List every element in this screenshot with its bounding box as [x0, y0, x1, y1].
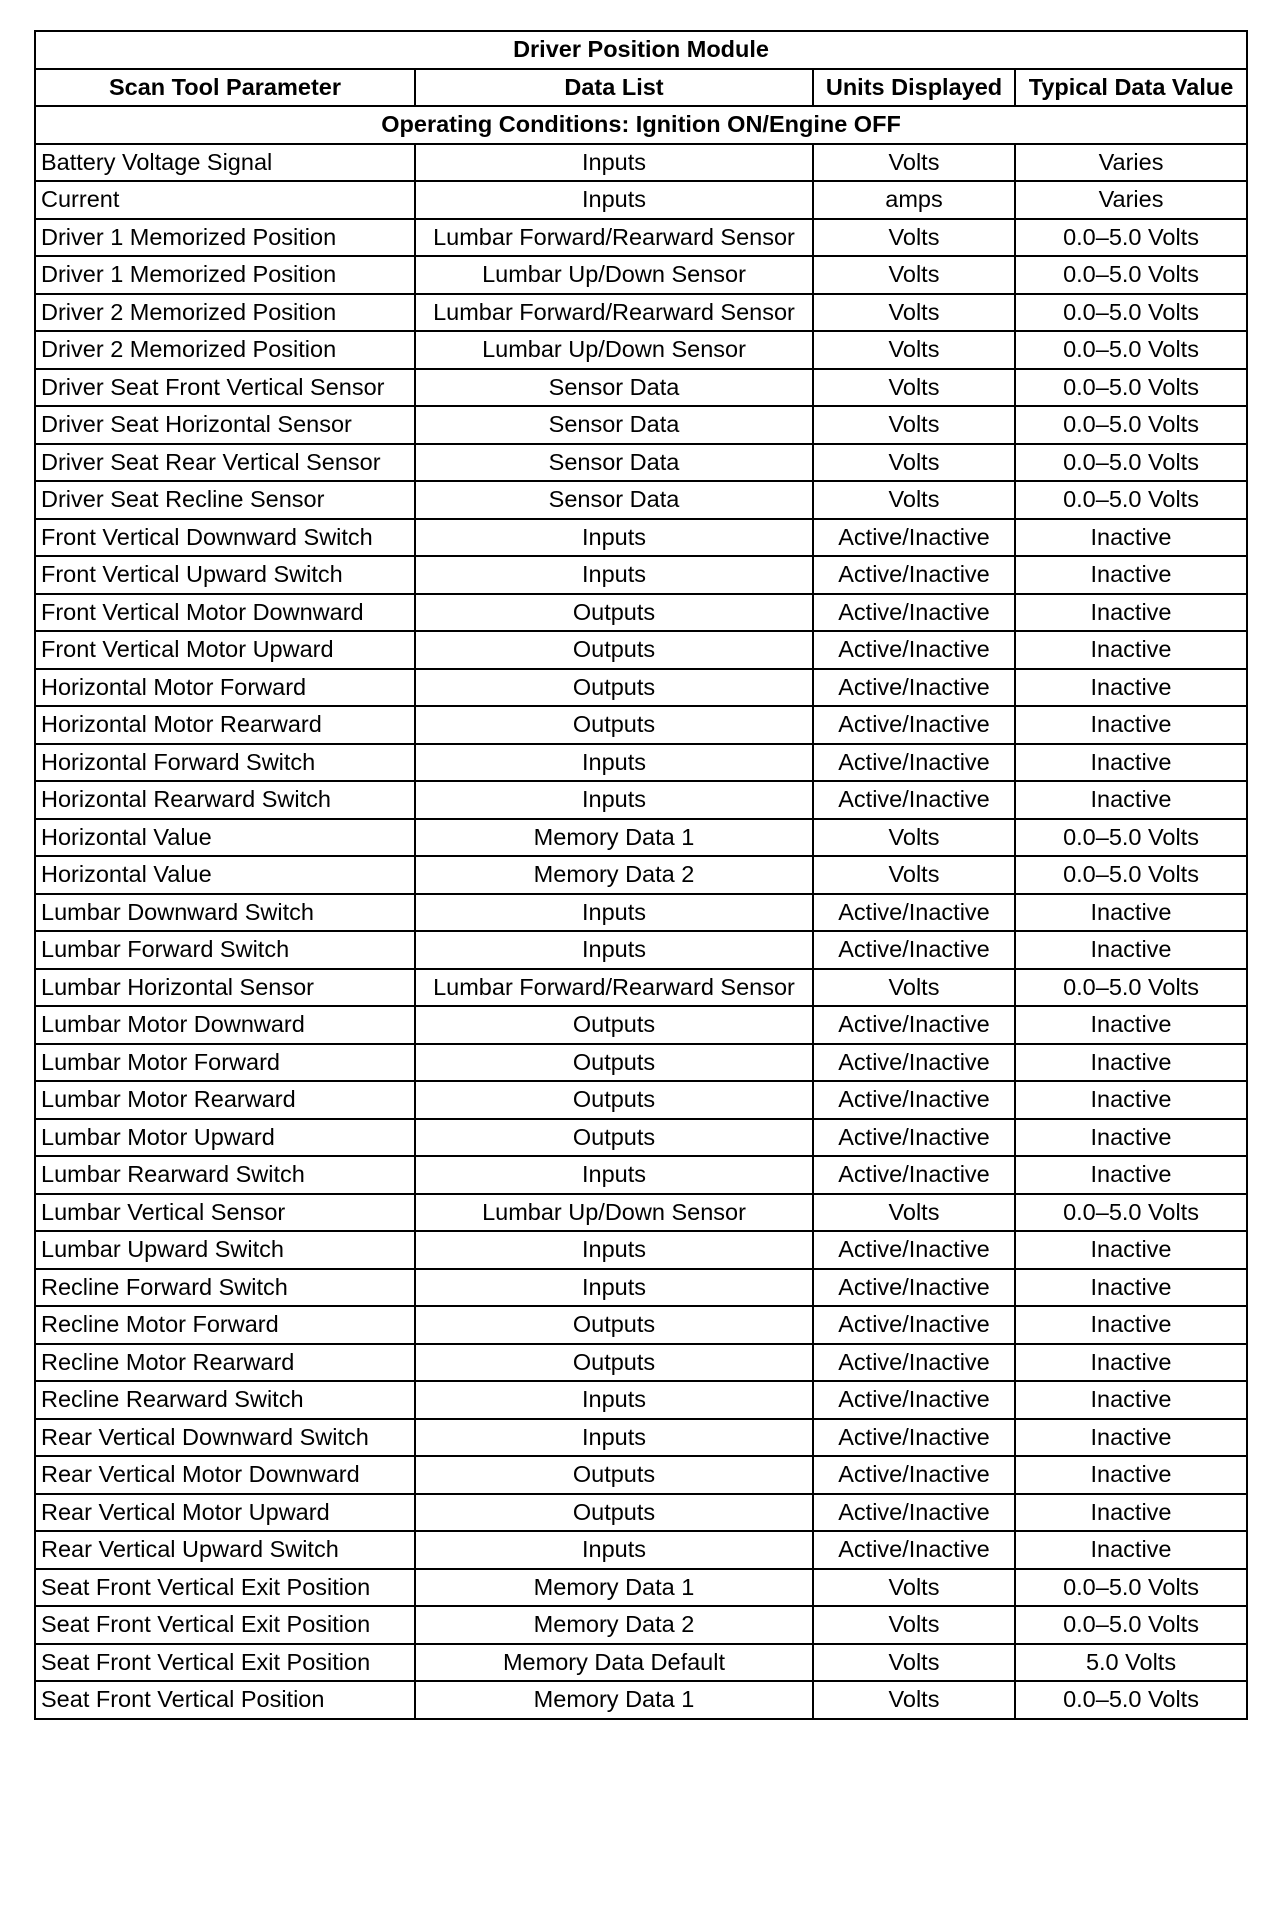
table-row [35, 856, 1247, 894]
units-cell: Active/Inactive [813, 1081, 1015, 1119]
units-cell: Volts [813, 1644, 1015, 1682]
table-row [35, 706, 1247, 744]
table-row [35, 406, 1247, 444]
parameter-cell: Lumbar Downward Switch [35, 894, 415, 932]
typical-value-cell: 0.0–5.0 Volts [1015, 331, 1247, 369]
header-typical-data-value: Typical Data Value [1015, 69, 1247, 107]
units-cell: Active/Inactive [813, 931, 1015, 969]
units-cell: Active/Inactive [813, 1381, 1015, 1419]
units-cell: Volts [813, 331, 1015, 369]
parameter-cell: Seat Front Vertical Exit Position [35, 1606, 415, 1644]
data-list-cell: Outputs [415, 631, 813, 669]
table-row [35, 481, 1247, 519]
typical-value-cell: Inactive [1015, 519, 1247, 557]
table-row [35, 1494, 1247, 1532]
units-cell: Volts [813, 144, 1015, 182]
typical-value-cell: 0.0–5.0 Volts [1015, 969, 1247, 1007]
typical-value-cell: 0.0–5.0 Volts [1015, 481, 1247, 519]
table-row [35, 519, 1247, 557]
data-list-cell: Inputs [415, 1269, 813, 1307]
data-list-cell: Inputs [415, 181, 813, 219]
data-list-cell: Inputs [415, 1419, 813, 1457]
typical-value-cell: 0.0–5.0 Volts [1015, 294, 1247, 332]
typical-value-cell: Inactive [1015, 1419, 1247, 1457]
units-cell: Active/Inactive [813, 1419, 1015, 1457]
table-row [35, 369, 1247, 407]
parameter-cell: Horizontal Forward Switch [35, 744, 415, 782]
data-list-cell: Outputs [415, 1081, 813, 1119]
table-row [35, 931, 1247, 969]
table-row [35, 894, 1247, 932]
table-row [35, 669, 1247, 707]
data-list-cell: Outputs [415, 706, 813, 744]
units-cell: Active/Inactive [813, 631, 1015, 669]
table-row [35, 1344, 1247, 1382]
table-row [35, 444, 1247, 482]
table-row [35, 1381, 1247, 1419]
units-cell: Active/Inactive [813, 1269, 1015, 1307]
typical-value-cell: 5.0 Volts [1015, 1644, 1247, 1682]
data-list-cell: Inputs [415, 556, 813, 594]
typical-value-cell: Inactive [1015, 706, 1247, 744]
units-cell: Volts [813, 219, 1015, 257]
parameter-cell: Lumbar Motor Forward [35, 1044, 415, 1082]
typical-value-cell: 0.0–5.0 Volts [1015, 819, 1247, 857]
table-row [35, 181, 1247, 219]
units-cell: Active/Inactive [813, 519, 1015, 557]
parameter-cell: Driver Seat Front Vertical Sensor [35, 369, 415, 407]
parameter-cell: Rear Vertical Upward Switch [35, 1531, 415, 1569]
units-cell: Volts [813, 256, 1015, 294]
typical-value-cell: Inactive [1015, 1156, 1247, 1194]
data-list-cell: Memory Data 1 [415, 1681, 813, 1719]
table-row [35, 631, 1247, 669]
parameter-cell: Recline Motor Forward [35, 1306, 415, 1344]
data-list-cell: Inputs [415, 894, 813, 932]
data-list-cell: Sensor Data [415, 369, 813, 407]
units-cell: Active/Inactive [813, 669, 1015, 707]
units-cell: Volts [813, 444, 1015, 482]
units-cell: Active/Inactive [813, 1344, 1015, 1382]
units-cell: Volts [813, 819, 1015, 857]
units-cell: Volts [813, 369, 1015, 407]
table-row [35, 1081, 1247, 1119]
driver-position-module-table [34, 30, 1248, 1720]
table-row [35, 1419, 1247, 1457]
header-row [35, 69, 1247, 107]
header-scan-tool-parameter: Scan Tool Parameter [35, 69, 415, 107]
typical-value-cell: Inactive [1015, 1306, 1247, 1344]
table-row [35, 1194, 1247, 1232]
units-cell: Volts [813, 1194, 1015, 1232]
table-title: Driver Position Module [35, 31, 1247, 69]
table-row [35, 969, 1247, 1007]
data-list-cell: Outputs [415, 1044, 813, 1082]
table-row [35, 1006, 1247, 1044]
table-row [35, 594, 1247, 632]
table-row [35, 1269, 1247, 1307]
typical-value-cell: Inactive [1015, 1494, 1247, 1532]
data-list-cell: Memory Data 2 [415, 856, 813, 894]
table-row [35, 219, 1247, 257]
typical-value-cell: Inactive [1015, 1456, 1247, 1494]
data-list-cell: Outputs [415, 1494, 813, 1532]
data-list-cell: Memory Data Default [415, 1644, 813, 1682]
units-cell: Volts [813, 1681, 1015, 1719]
parameter-cell: Front Vertical Upward Switch [35, 556, 415, 594]
table-row [35, 1156, 1247, 1194]
table-row [35, 1681, 1247, 1719]
units-cell: Active/Inactive [813, 706, 1015, 744]
data-list-cell: Outputs [415, 1119, 813, 1157]
data-list-cell: Memory Data 2 [415, 1606, 813, 1644]
units-cell: Volts [813, 294, 1015, 332]
units-cell: Active/Inactive [813, 894, 1015, 932]
units-cell: Active/Inactive [813, 744, 1015, 782]
data-list-cell: Outputs [415, 1344, 813, 1382]
parameter-cell: Recline Rearward Switch [35, 1381, 415, 1419]
parameter-cell: Rear Vertical Motor Upward [35, 1494, 415, 1532]
typical-value-cell: Inactive [1015, 1081, 1247, 1119]
parameter-cell: Driver 2 Memorized Position [35, 294, 415, 332]
units-cell: Volts [813, 969, 1015, 1007]
units-cell: Active/Inactive [813, 1456, 1015, 1494]
data-list-cell: Inputs [415, 519, 813, 557]
typical-value-cell: 0.0–5.0 Volts [1015, 406, 1247, 444]
units-cell: Volts [813, 1606, 1015, 1644]
parameter-cell: Battery Voltage Signal [35, 144, 415, 182]
parameter-cell: Front Vertical Motor Downward [35, 594, 415, 632]
table-row [35, 744, 1247, 782]
header-units-displayed: Units Displayed [813, 69, 1015, 107]
data-list-cell: Inputs [415, 1531, 813, 1569]
typical-value-cell: 0.0–5.0 Volts [1015, 1194, 1247, 1232]
typical-value-cell: 0.0–5.0 Volts [1015, 444, 1247, 482]
parameter-cell: Horizontal Value [35, 819, 415, 857]
table-row [35, 256, 1247, 294]
typical-value-cell: Inactive [1015, 894, 1247, 932]
parameter-cell: Rear Vertical Motor Downward [35, 1456, 415, 1494]
typical-value-cell: Inactive [1015, 1044, 1247, 1082]
table-row [35, 1606, 1247, 1644]
units-cell: Active/Inactive [813, 1531, 1015, 1569]
units-cell: Volts [813, 481, 1015, 519]
typical-value-cell: 0.0–5.0 Volts [1015, 856, 1247, 894]
typical-value-cell: 0.0–5.0 Volts [1015, 369, 1247, 407]
table-row [35, 1044, 1247, 1082]
parameter-cell: Driver Seat Rear Vertical Sensor [35, 444, 415, 482]
typical-value-cell: 0.0–5.0 Volts [1015, 1569, 1247, 1607]
units-cell: Active/Inactive [813, 1156, 1015, 1194]
typical-value-cell: Inactive [1015, 1269, 1247, 1307]
units-cell: Active/Inactive [813, 556, 1015, 594]
data-list-cell: Sensor Data [415, 406, 813, 444]
table-row [35, 556, 1247, 594]
units-cell: Volts [813, 406, 1015, 444]
typical-value-cell: Inactive [1015, 1231, 1247, 1269]
data-list-cell: Inputs [415, 744, 813, 782]
data-list-cell: Outputs [415, 594, 813, 632]
data-list-cell: Outputs [415, 1456, 813, 1494]
typical-value-cell: Inactive [1015, 631, 1247, 669]
units-cell: Active/Inactive [813, 781, 1015, 819]
parameter-cell: Horizontal Motor Rearward [35, 706, 415, 744]
units-cell: Active/Inactive [813, 1006, 1015, 1044]
table-row [35, 294, 1247, 332]
table-row [35, 144, 1247, 182]
data-list-cell: Memory Data 1 [415, 819, 813, 857]
typical-value-cell: Inactive [1015, 931, 1247, 969]
typical-value-cell: Varies [1015, 181, 1247, 219]
data-list-cell: Inputs [415, 781, 813, 819]
data-list-cell: Inputs [415, 931, 813, 969]
units-cell: Active/Inactive [813, 1231, 1015, 1269]
parameter-cell: Horizontal Motor Forward [35, 669, 415, 707]
units-cell: Volts [813, 856, 1015, 894]
parameter-cell: Driver Seat Horizontal Sensor [35, 406, 415, 444]
data-list-cell: Outputs [415, 669, 813, 707]
table-row [35, 1644, 1247, 1682]
parameter-cell: Lumbar Upward Switch [35, 1231, 415, 1269]
typical-value-cell: Inactive [1015, 744, 1247, 782]
typical-value-cell: Inactive [1015, 594, 1247, 632]
typical-value-cell: Inactive [1015, 1531, 1247, 1569]
typical-value-cell: Varies [1015, 144, 1247, 182]
parameter-cell: Lumbar Motor Downward [35, 1006, 415, 1044]
typical-value-cell: Inactive [1015, 781, 1247, 819]
parameter-cell: Front Vertical Downward Switch [35, 519, 415, 557]
data-list-cell: Inputs [415, 1231, 813, 1269]
data-list-cell: Lumbar Forward/Rearward Sensor [415, 294, 813, 332]
data-list-cell: Sensor Data [415, 444, 813, 482]
data-list-cell: Sensor Data [415, 481, 813, 519]
data-list-cell: Outputs [415, 1306, 813, 1344]
parameter-cell: Rear Vertical Downward Switch [35, 1419, 415, 1457]
data-list-cell: Lumbar Up/Down Sensor [415, 256, 813, 294]
data-list-cell: Inputs [415, 144, 813, 182]
title-row [35, 31, 1247, 69]
operating-conditions: Operating Conditions: Ignition ON/Engine OFF [35, 106, 1247, 144]
typical-value-cell: 0.0–5.0 Volts [1015, 1606, 1247, 1644]
typical-value-cell: Inactive [1015, 556, 1247, 594]
parameter-cell: Seat Front Vertical Position [35, 1681, 415, 1719]
typical-value-cell: 0.0–5.0 Volts [1015, 256, 1247, 294]
data-list-cell: Outputs [415, 1006, 813, 1044]
data-list-cell: Inputs [415, 1156, 813, 1194]
table-row [35, 1306, 1247, 1344]
data-list-cell: Lumbar Up/Down Sensor [415, 1194, 813, 1232]
units-cell: Active/Inactive [813, 594, 1015, 632]
units-cell: Volts [813, 1569, 1015, 1607]
table-row [35, 1231, 1247, 1269]
parameter-cell: Driver Seat Recline Sensor [35, 481, 415, 519]
units-cell: Active/Inactive [813, 1044, 1015, 1082]
table-body [35, 144, 1247, 1719]
parameter-cell: Lumbar Vertical Sensor [35, 1194, 415, 1232]
parameter-cell: Lumbar Rearward Switch [35, 1156, 415, 1194]
parameter-cell: Current [35, 181, 415, 219]
table-row [35, 331, 1247, 369]
typical-value-cell: 0.0–5.0 Volts [1015, 1681, 1247, 1719]
units-cell: Active/Inactive [813, 1494, 1015, 1532]
typical-value-cell: Inactive [1015, 669, 1247, 707]
data-list-cell: Inputs [415, 1381, 813, 1419]
header-data-list: Data List [415, 69, 813, 107]
parameter-cell: Horizontal Value [35, 856, 415, 894]
parameter-cell: Front Vertical Motor Upward [35, 631, 415, 669]
parameter-cell: Seat Front Vertical Exit Position [35, 1644, 415, 1682]
parameter-cell: Driver 1 Memorized Position [35, 256, 415, 294]
parameter-cell: Seat Front Vertical Exit Position [35, 1569, 415, 1607]
table-row [35, 781, 1247, 819]
data-list-cell: Memory Data 1 [415, 1569, 813, 1607]
units-cell: Active/Inactive [813, 1306, 1015, 1344]
parameter-cell: Driver 2 Memorized Position [35, 331, 415, 369]
data-list-cell: Lumbar Up/Down Sensor [415, 331, 813, 369]
data-list-cell: Lumbar Forward/Rearward Sensor [415, 969, 813, 1007]
units-cell: Active/Inactive [813, 1119, 1015, 1157]
parameter-cell: Lumbar Horizontal Sensor [35, 969, 415, 1007]
typical-value-cell: 0.0–5.0 Volts [1015, 219, 1247, 257]
table-row [35, 1119, 1247, 1157]
parameter-cell: Lumbar Motor Rearward [35, 1081, 415, 1119]
table-row [35, 819, 1247, 857]
table-row [35, 1569, 1247, 1607]
typical-value-cell: Inactive [1015, 1344, 1247, 1382]
condition-row [35, 106, 1247, 144]
table-row [35, 1456, 1247, 1494]
typical-value-cell: Inactive [1015, 1381, 1247, 1419]
table-row [35, 1531, 1247, 1569]
parameter-cell: Lumbar Forward Switch [35, 931, 415, 969]
typical-value-cell: Inactive [1015, 1006, 1247, 1044]
data-list-cell: Lumbar Forward/Rearward Sensor [415, 219, 813, 257]
parameter-cell: Driver 1 Memorized Position [35, 219, 415, 257]
parameter-cell: Recline Forward Switch [35, 1269, 415, 1307]
parameter-cell: Recline Motor Rearward [35, 1344, 415, 1382]
units-cell: amps [813, 181, 1015, 219]
parameter-cell: Horizontal Rearward Switch [35, 781, 415, 819]
parameter-cell: Lumbar Motor Upward [35, 1119, 415, 1157]
typical-value-cell: Inactive [1015, 1119, 1247, 1157]
